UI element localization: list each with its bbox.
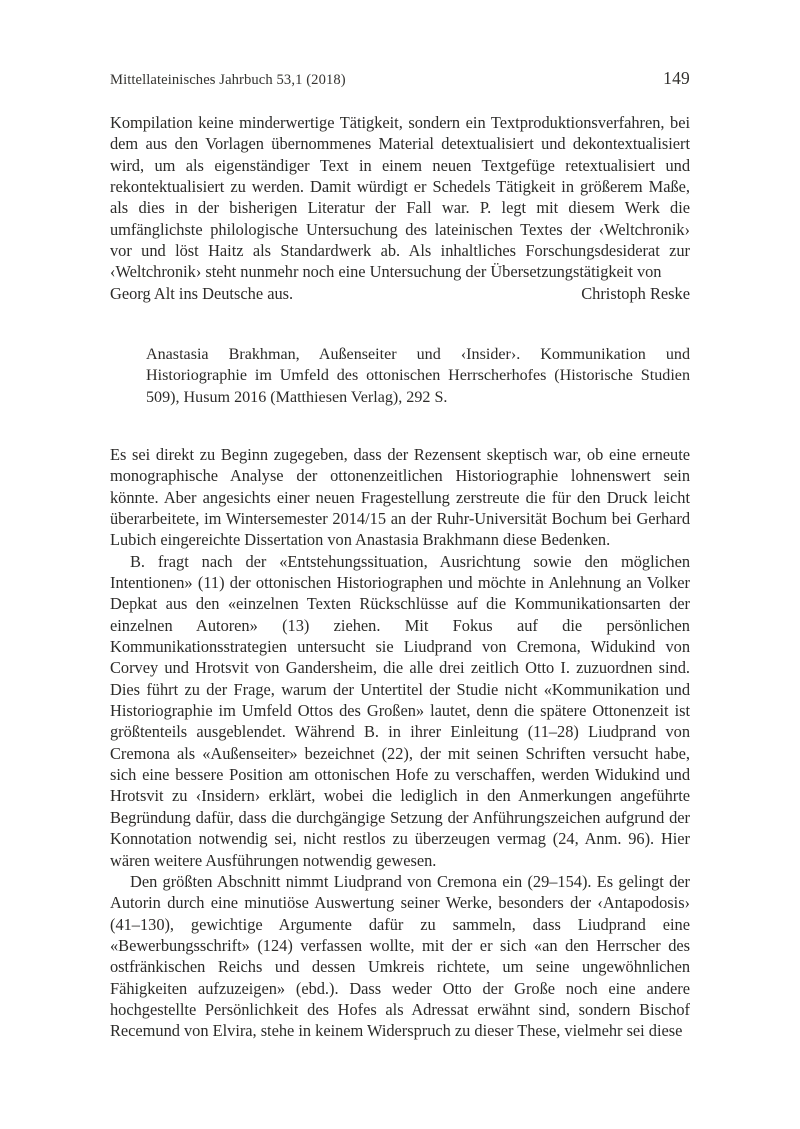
running-head (110, 68, 690, 89)
reviewer-signature: Christoph Reske (581, 283, 690, 303)
text-body (110, 112, 690, 1042)
reviewer-signature-row (110, 283, 690, 304)
review-two-paragraph-3: Den größten Abschnitt nimmt Liudprand von Cremona ein (29–154). Es gelingt der Autorin durch eine minutiöse Auswertung seiner Werke, besonders der ‹Antapodosis› (41–130), gewichtige Argumente dafür zu sammeln, dass Liudprand eine «Bewerbungsschrift» (124) verfassen wollte, mit der er sich «an den Herrscher des ostfränkischen Reichs und dessen Umkreis richtete, um seine ungewöhnlichen Fähigkeiten aufzuzeigen» (ebd.). Dass weder Otto der Große noch eine andere hochgestellte Persönlichkeit des Hofes als Adressat erwähnt sind, sondern Bischof Recemund von Elvira, stehe in keinem Widerspruch zu dieser These, vielmehr sei diese (110, 871, 690, 1041)
review-two-paragraph-2: B. fragt nach der «Entstehungssituation, Ausrichtung sowie den möglichen Intentionen» (11) der ottonischen Historiographen und möchte in Anlehnung an Volker Depkat aus den «einzelnen Texten Rückschlüsse auf die Kommunikationsarten der einzelnen Autoren» (13) ziehen. Mit Fokus auf die persönlichen Kommunikationsstrategien untersucht sie Liudprand von Cremona, Widukind von Corvey und Hrotsvit von Gandersheim, die alle drei zeitlich Otto I. zuzuordnen sind. Dies führt zu der Frage, warum der Untertitel der Studie nicht «Kommunikation und Historiographie im Umfeld Ottos des Großen» lautet, denn die spätere Ottonenzeit ist größtenteils ausgeblendet. Während B. in ihrer Einleitung (11–28) Liudprand von Cremona als «Außenseiter» bezeichnet (22), der mit seinen Schriften versucht habe, sich eine bessere Position am ottonischen Hofe zu verschaffen, werden Widukind und Hrotsvit zu ‹Insidern› erklärt, wobei die lediglich in den Anmerkungen angeführte Begründung dafür, dass die durchgängige Setzung der Anführungszeichen aufgrund der Konnotation notwendig sei, nicht restlos zu überzeugen vermag (24, Anm. 96). Hier wären weitere Ausführungen notwendig gewesen. (110, 551, 690, 870)
spacer-above-citation (110, 304, 690, 344)
running-head-journal-title: Mittellateinisches Jahrbuch 53,1 (2018) (110, 72, 346, 88)
signature-spacer: Georg Alt ins Deutsche aus. (110, 283, 294, 303)
page-number: 149 (663, 68, 690, 88)
review-one-continuation-paragraph: Kompilation keine minderwertige Tätigkeit, sondern ein Textproduktionsverfahren, bei dem aus den Vorlagen übernommenes Material detextualisiert und dekontextualisiert wird, um als eigenständiger Text in einem neuen Textgefüge retextualisiert und rekontektualisiert zu werden. Damit würdigt er Schedels Tätigkeit in größerem Maße, als dies in der bisherigen Literatur der Fall war. P. legt mit diesem Werk die umfänglichste philologische Untersuchung des lateinischen Textes der ‹Weltchronik› vor und löst Haitz als Standardwerk ab. Als inhaltliches Forschungsdesiderat zur ‹Weltchronik› steht nunmehr noch eine Untersuchung der Übersetzungstätigkeit von (110, 113, 690, 282)
spacer-below-citation (110, 408, 690, 444)
review-two-paragraph-1: Es sei direkt zu Beginn zugegeben, dass der Rezensent skeptisch war, ob eine erneute monographische Analyse der ottonenzeitlichen Historiographie lohnenswert sein könnte. Aber angesichts einer neuen Fragestellung zerstreute die für den Druck leicht überarbeitete, im Wintersemester 2014/15 an der Ruhr-Universität Bochum bei Gerhard Lubich eingereichte Dissertation von Anastasia Brakhmann diese Bedenken. (110, 444, 690, 550)
book-citation: Anastasia Brakhman, Außenseiter und ‹Insider›. Kommunikation und Historiographie im Umfeld des ottonischen Herrscherhofes (Historische Studien 509), Husum 2016 (Matthiesen Verlag), 292 S. (146, 346, 690, 406)
